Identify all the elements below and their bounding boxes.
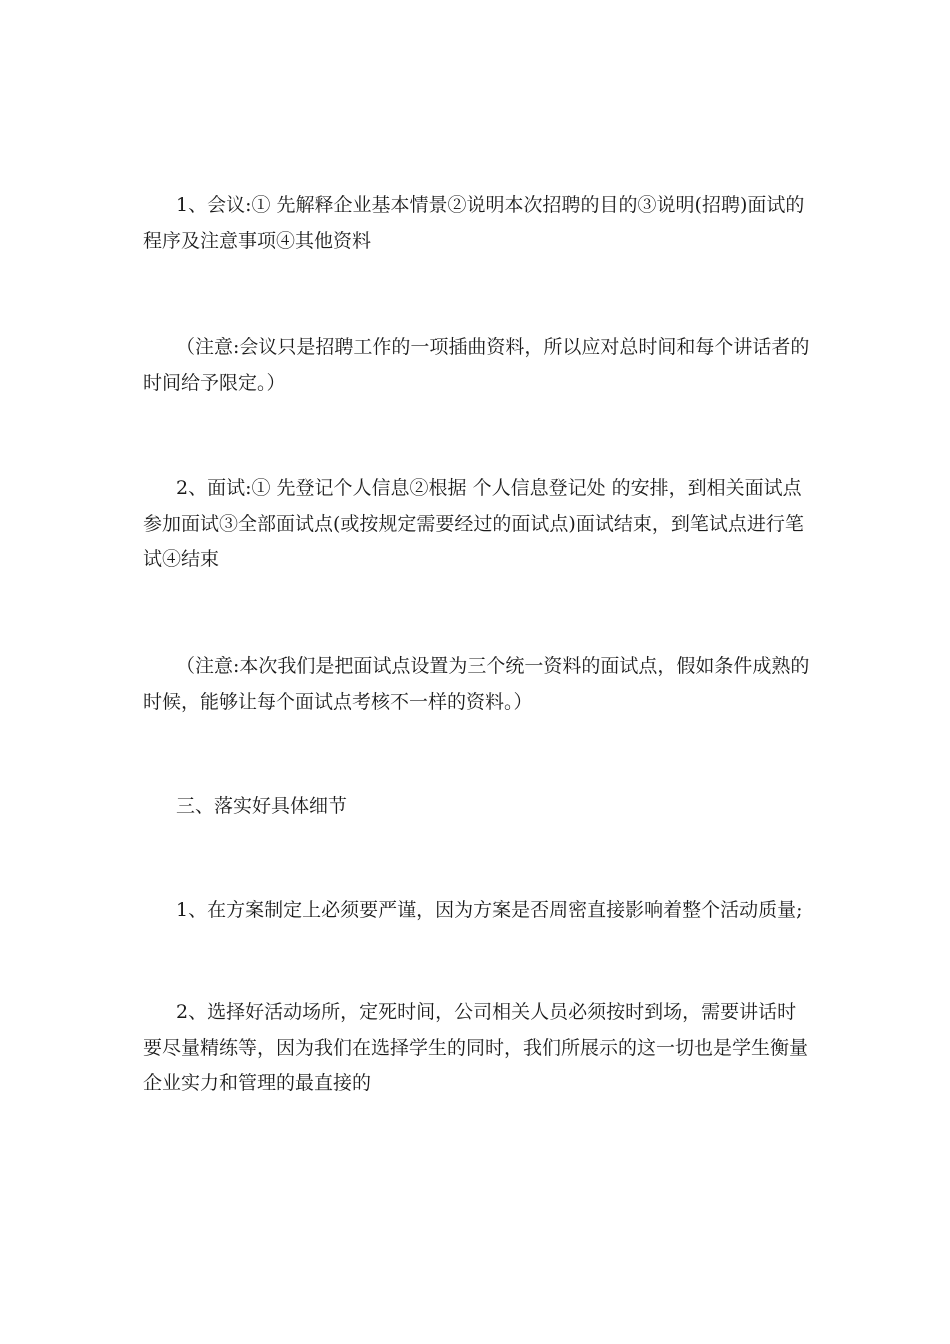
paragraph-meeting-note: （注意:会议只是招聘工作的一项插曲资料，所以应对总时间和每个讲话者的时间给予限定。） xyxy=(143,336,810,394)
paragraph-detail-venue: 2、选择好活动场所，定死时间，公司相关人员必须按时到场，需要讲话时要尽量精练等，因为我们在选择学生的同时，我们所展示的这一切也是学生衡量企业实力和管理的最直接的 xyxy=(143,1001,809,1094)
paragraph-interview-note: （注意:本次我们是把面试点设置为三个统一资料的面试点，假如条件成熟的时候，能够让每个面试点考核不一样的资料。） xyxy=(143,655,810,713)
section-heading-details: 三、落实好具体细节 xyxy=(176,795,348,817)
paragraph-detail-plan: 1、在方案制定上必须要严谨，因为方案是否周密直接影响着整个活动质量; xyxy=(176,899,803,921)
paragraph-meeting-steps: 1、会议:① 先解释企业基本情景②说明本次招聘的目的③说明(招聘)面试的程序及注意事项④其他资料 xyxy=(143,194,805,252)
paragraph-interview-steps: 2、面试:① 先登记个人信息②根据 个人信息登记处 的安排，到相关面试点参加面试③全部面试点(或按规定需要经过的面试点)面试结束，到笔试点进行笔试④结束 xyxy=(143,477,804,570)
